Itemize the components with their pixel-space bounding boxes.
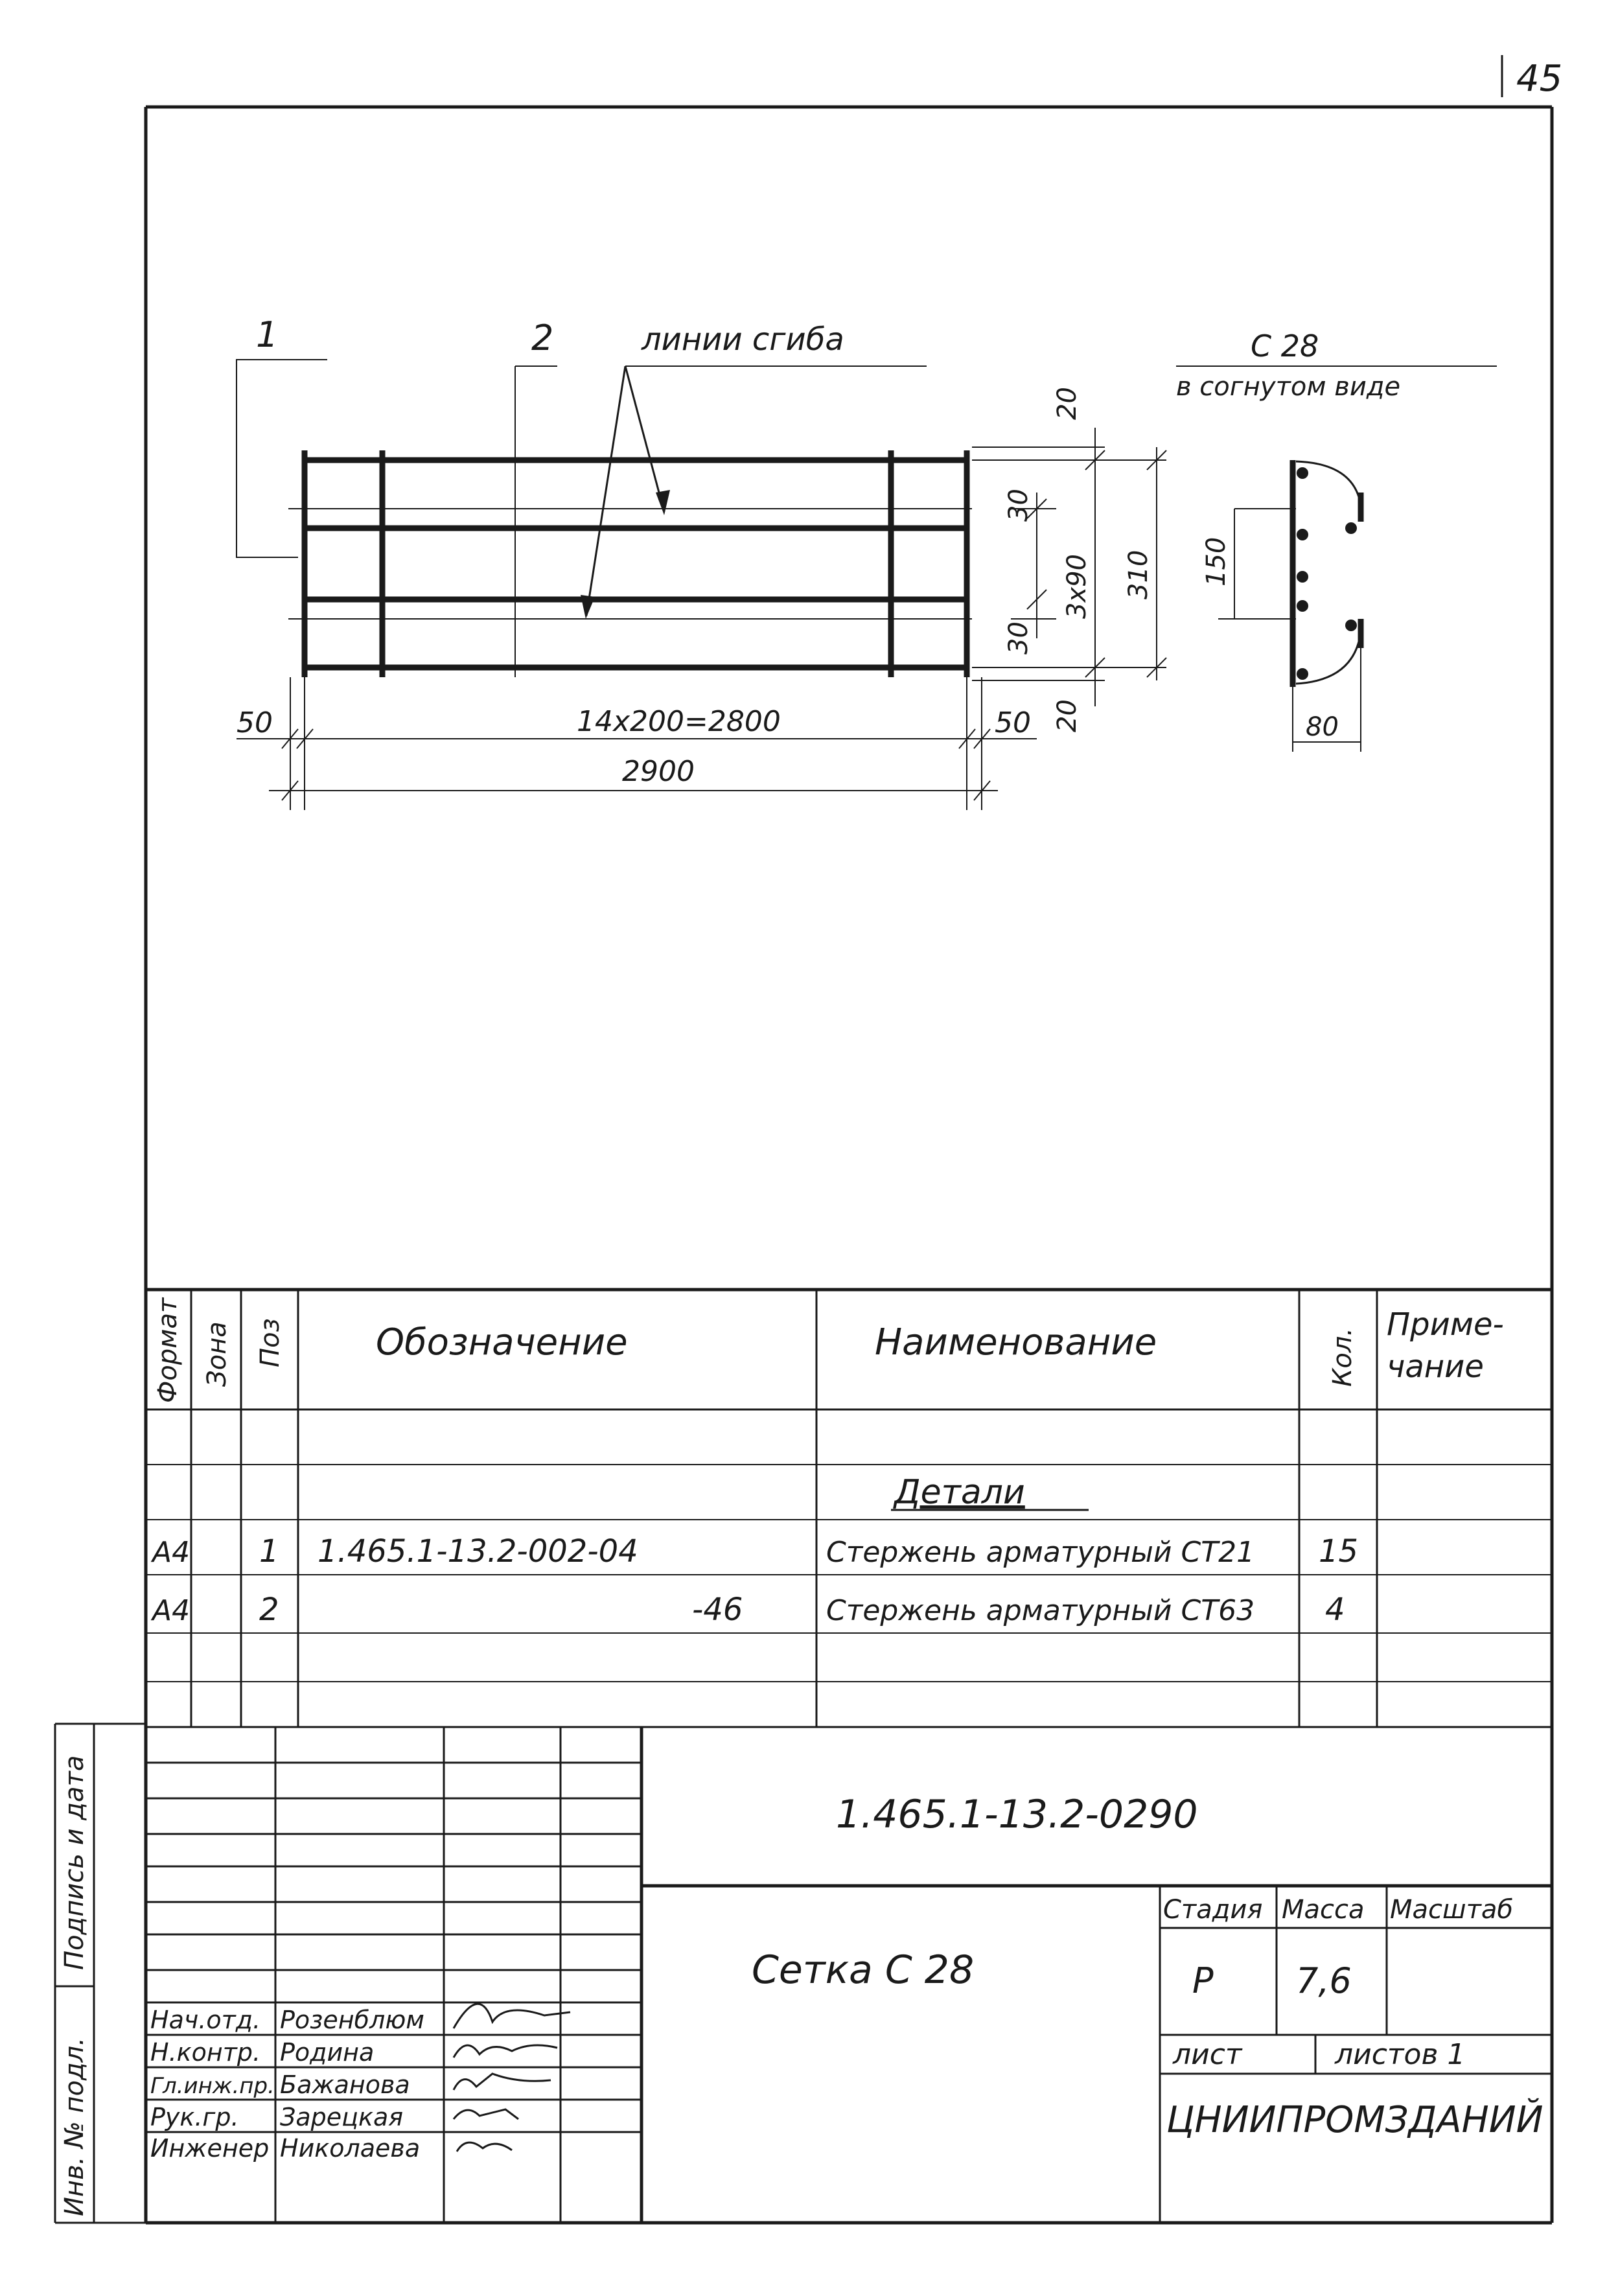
arrow-head-icon <box>656 490 670 515</box>
row-2-designation: -46 <box>692 1592 743 1628</box>
bent-view-subtitle: в согнутом виде <box>1176 372 1401 402</box>
bent-view-title: С 28 <box>1251 329 1319 364</box>
bent-arc-top <box>1296 461 1361 505</box>
role-5: Инженер <box>150 2134 270 2163</box>
dim-20-bottom: 20 <box>1052 699 1082 732</box>
bend-lines-label: линии сгиба <box>642 321 844 358</box>
dim-310: 310 <box>1124 550 1153 599</box>
signature-mark <box>457 2142 512 2151</box>
specification-table <box>146 1290 1552 1727</box>
rebar-section-dot <box>1297 600 1308 612</box>
rebar-section-dot <box>1297 571 1308 583</box>
row-2-pos: 2 <box>259 1592 279 1628</box>
dim-50-left: 50 <box>237 706 273 739</box>
header-qty: Кол. <box>1328 1327 1358 1387</box>
drawing-title: Сетка С 28 <box>752 1947 975 1993</box>
role-1: Нач.отд. <box>150 2006 261 2034</box>
side-stamp <box>55 1724 146 2223</box>
dim-150: 150 <box>1201 537 1231 586</box>
sheet-label: лист <box>1173 2038 1242 2071</box>
person-4: Зарецкая <box>280 2103 404 2131</box>
stage-label: Стадия <box>1163 1895 1263 1925</box>
sheets-label: листов 1 <box>1335 2038 1466 2071</box>
role-4: Рук.гр. <box>150 2103 239 2131</box>
rebar-section-dot <box>1345 620 1357 631</box>
row-1-qty: 15 <box>1319 1533 1359 1570</box>
role-3: Гл.инж.пр. <box>150 2073 275 2099</box>
rebar-section-dot <box>1297 467 1308 479</box>
rebar-section-dot <box>1297 668 1308 680</box>
person-2: Родина <box>280 2038 375 2067</box>
row-1-format: А4 <box>152 1536 191 1569</box>
dim-30-top: 30 <box>1004 489 1034 522</box>
signature-mark <box>454 2004 570 2028</box>
row-1-designation: 1.465.1-13.2-002-04 <box>318 1533 638 1570</box>
signature-mark <box>454 2045 557 2058</box>
row-1-pos: 1 <box>259 1533 279 1570</box>
row-2-format: А4 <box>152 1594 191 1627</box>
bend-arrow-line <box>586 366 625 616</box>
role-2: Н.контр. <box>150 2038 261 2067</box>
header-name: Наименование <box>875 1321 1157 1363</box>
mass-value: 7,6 <box>1296 1960 1352 2001</box>
doc-code: 1.465.1-13.2-0290 <box>836 1792 1198 1837</box>
dim-50-right: 50 <box>995 706 1031 739</box>
header-pos: Поз <box>255 1318 285 1367</box>
person-5: Николаева <box>280 2134 421 2163</box>
mass-label: Масса <box>1282 1895 1365 1925</box>
title-block <box>146 1727 1552 2223</box>
dim-14x200: 14х200=2800 <box>577 705 781 738</box>
row-1-name: Стержень арматурный СТ21 <box>826 1536 1255 1569</box>
header-note-1: Приме- <box>1387 1306 1504 1343</box>
mesh-drawing <box>237 314 1166 810</box>
organization: ЦНИИПРОМЗДАНИЙ <box>1166 2099 1543 2141</box>
dim-3x90: 3х90 <box>1062 553 1092 619</box>
sign-date-label: Подпись и дата <box>60 1755 89 1970</box>
inv-label: Инв. № подл. <box>60 2037 89 2216</box>
row-2-name: Стержень арматурный СТ63 <box>826 1594 1255 1627</box>
leader-1-label: 1 <box>256 314 279 355</box>
dim-30-bottom: 30 <box>1004 621 1034 655</box>
sheet-number: 45 <box>1516 58 1563 100</box>
arrow-head-icon <box>581 595 595 619</box>
dim-20-top: 20 <box>1052 387 1082 420</box>
signature-mark <box>454 2109 518 2119</box>
signature-mark <box>454 2074 551 2090</box>
bend-arrow-line <box>625 366 664 512</box>
stage-value: Р <box>1192 1960 1214 2001</box>
dim-2900: 2900 <box>622 755 695 788</box>
row-2-qty: 4 <box>1325 1592 1345 1628</box>
person-3: Бажанова <box>280 2070 410 2099</box>
bent-view <box>1176 329 1497 752</box>
header-note-2: чание <box>1387 1349 1484 1385</box>
section-details: Детали <box>894 1473 1025 1512</box>
dim-80: 80 <box>1306 712 1339 742</box>
rebar-section-dot <box>1345 522 1357 534</box>
header-format: Формат <box>153 1297 183 1403</box>
leader-2-label: 2 <box>531 318 554 358</box>
rebar-section-dot <box>1297 529 1308 540</box>
header-designation: Обозначение <box>376 1321 628 1363</box>
header-zone: Зона <box>202 1321 232 1387</box>
scale-label: Масштаб <box>1390 1895 1514 1925</box>
person-1: Розенблюм <box>280 2006 424 2034</box>
